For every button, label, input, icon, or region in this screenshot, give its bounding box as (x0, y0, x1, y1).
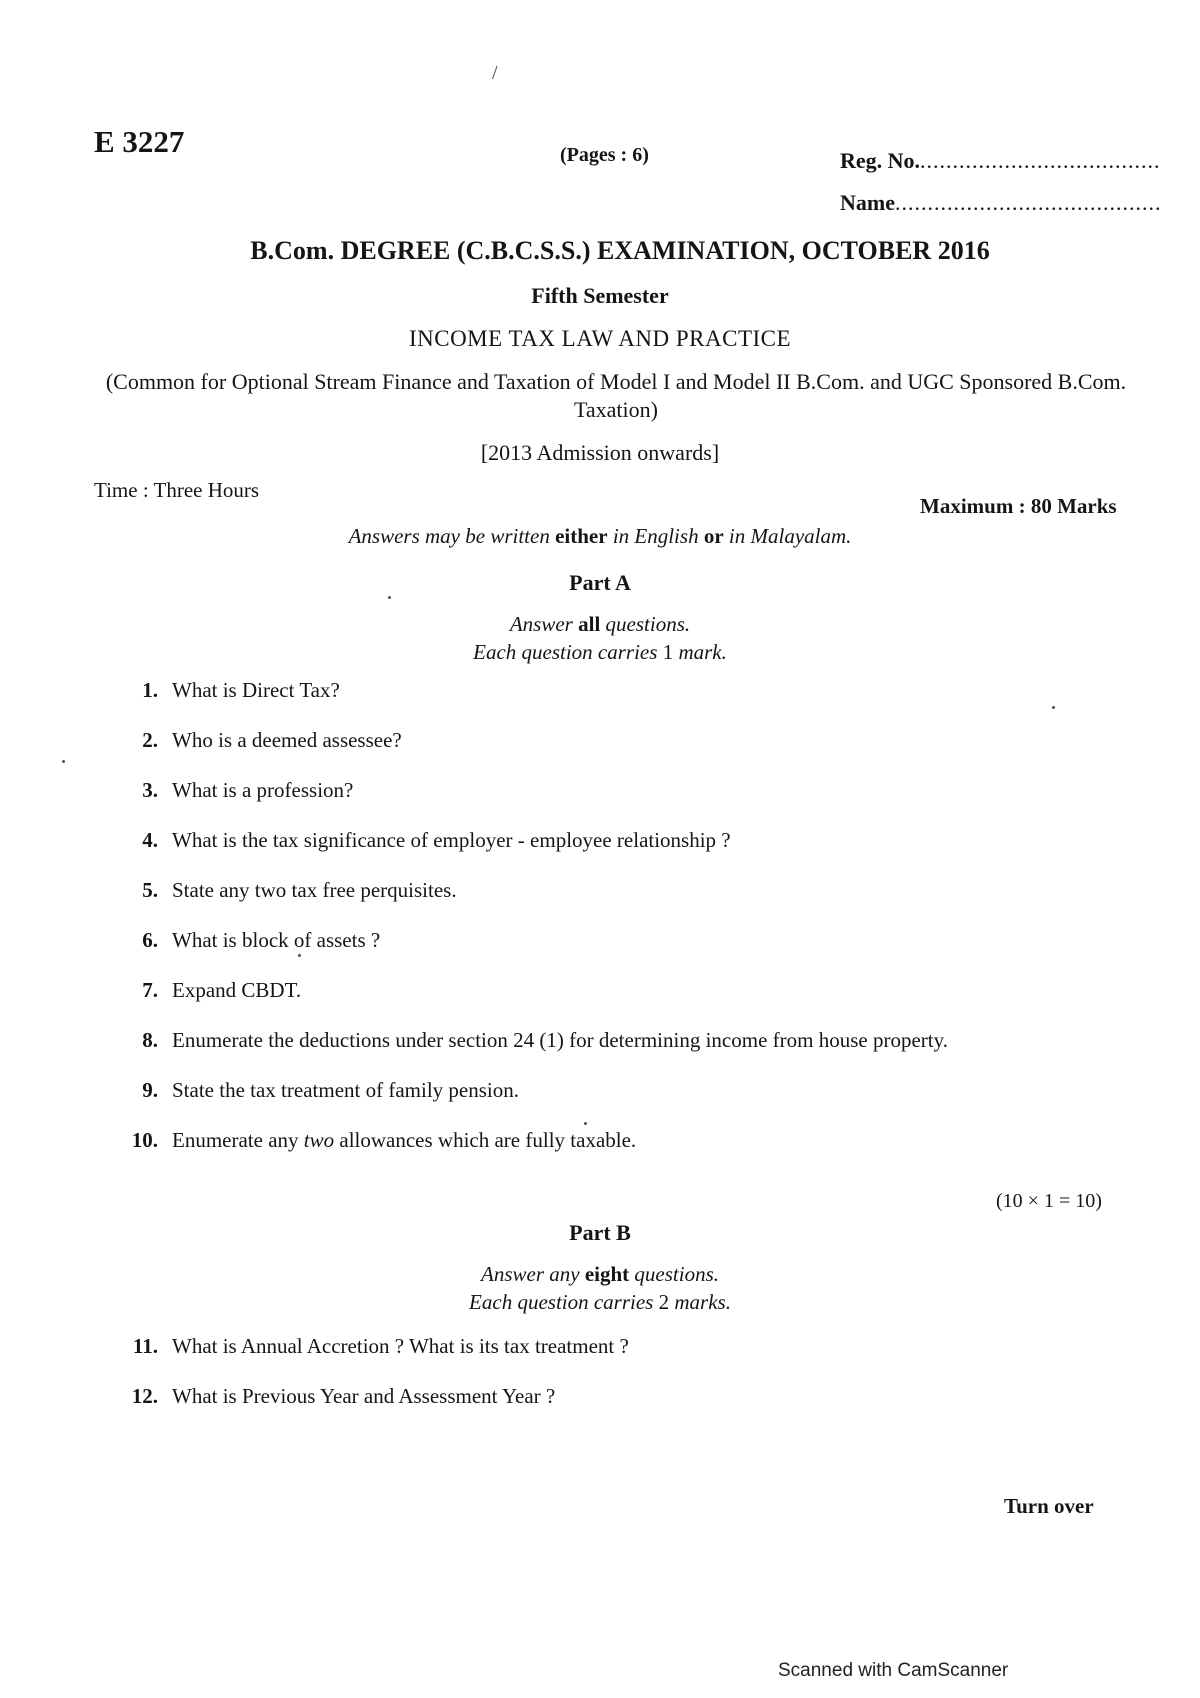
admission: [2013 Admission onwards] (480, 440, 720, 465)
part-a-instr1-c: questions. (600, 612, 691, 636)
part-b-instr1-c: questions. (629, 1262, 719, 1286)
part-b-instr2-b: 2 (658, 1290, 670, 1314)
question-text-emphasis: two (303, 1128, 335, 1152)
question-text: What is Previous Year and Assessment Year ? (172, 1384, 556, 1408)
scan-speck (298, 954, 301, 957)
part-b-instruction-1 (0, 1262, 1200, 1287)
question-item (110, 1028, 948, 1053)
name-label: Name (840, 190, 895, 215)
question-item (110, 678, 340, 703)
question-number: 2. (142, 728, 158, 752)
question-item (110, 1384, 555, 1409)
question-number: 10. (131, 1128, 158, 1152)
part-a-instr1-a: Answer (509, 612, 579, 636)
lang-note-part4: or (703, 524, 724, 548)
language-note (0, 524, 1200, 549)
exam-title: B.Com. DEGREE (C.B.C.S.S.) EXAMINATION, OCTOBER 2016 (250, 236, 990, 265)
question-text: Expand CBDT. (172, 978, 302, 1002)
scan-speck (584, 1122, 587, 1125)
semester: Fifth Semester (531, 283, 669, 308)
question-item (110, 1078, 519, 1103)
question-item (110, 978, 301, 1003)
part-a-instr2-b: 1 (662, 640, 674, 664)
maximum-marks: Maximum : 80 Marks (920, 494, 1117, 518)
question-number: 3. (142, 778, 158, 802)
part-b-instr2-c: marks. (669, 1290, 731, 1314)
question-number: 1. (142, 678, 158, 702)
question-text: What is the tax significance of employer - employee relationship ? (172, 828, 731, 852)
part-a-instr1-b: all (578, 612, 601, 636)
question-item (110, 1128, 636, 1153)
question-item (110, 828, 731, 853)
question-number: 12. (131, 1384, 158, 1408)
question-item (110, 1334, 629, 1359)
question-text: State the tax treatment of family pension. (172, 1078, 519, 1102)
scan-speck (62, 760, 65, 763)
reg-no-field: Reg. No...................................... (840, 148, 1161, 173)
lang-note-part2: either (555, 524, 608, 548)
part-b-instr1-b: eight (584, 1262, 630, 1286)
question-text: allowances which are fully taxable. (334, 1128, 637, 1152)
question-number: 4. (142, 828, 158, 852)
question-number: 5. (142, 878, 158, 902)
part-b-title: Part B (569, 1220, 631, 1245)
question-text: What is block of assets ? (172, 928, 381, 952)
scan-mark: / (492, 62, 498, 84)
question-text: What is a profession? (172, 778, 354, 802)
question-number: 8. (142, 1028, 158, 1052)
part-a-title: Part A (569, 570, 631, 595)
name-field: Name......................................... (840, 190, 1162, 215)
question-number: 7. (142, 978, 158, 1002)
part-a-marks: (10 × 1 = 10) (996, 1190, 1102, 1212)
part-a-instr2-a: Each question carries (473, 640, 663, 664)
turn-over: Turn over (1004, 1494, 1094, 1518)
scan-speck (1052, 706, 1055, 709)
question-item (110, 928, 380, 953)
lang-note-part5: in Malayalam. (723, 524, 852, 548)
question-number: 9. (142, 1078, 158, 1102)
question-number: 6. (142, 928, 158, 952)
part-a-instruction-1 (0, 612, 1200, 637)
question-text: Enumerate the deductions under section 24 (1) for determining income from house property. (172, 1028, 948, 1052)
scan-speck (388, 596, 391, 599)
part-b-instruction-2 (0, 1290, 1200, 1315)
part-a-instruction-2 (0, 640, 1200, 665)
question-text: What is Direct Tax? (172, 678, 340, 702)
subject: INCOME TAX LAW AND PRACTICE (408, 326, 792, 351)
part-a-instr2-c: mark. (673, 640, 727, 664)
reg-no-label: Reg. No. (840, 148, 921, 173)
question-number: 11. (132, 1334, 158, 1358)
question-text: What is Annual Accretion ? What is its tax treatment ? (172, 1334, 629, 1358)
page-count: (Pages : 6) (560, 144, 649, 166)
part-b-instr2-a: Each question carries (469, 1290, 659, 1314)
question-text: State any two tax free perquisites. (172, 878, 457, 902)
question-item (110, 728, 402, 753)
lang-note-part3: in English (607, 524, 704, 548)
question-text: Enumerate any (172, 1128, 304, 1152)
time-allowed: Time : Three Hours (94, 478, 260, 502)
question-item (110, 778, 353, 803)
part-b-instr1-a: Answer any (481, 1262, 585, 1286)
paper-code: E 3227 (94, 124, 185, 159)
scanner-watermark: Scanned with CamScanner (778, 1660, 1009, 1681)
question-text: Who is a deemed assessee? (172, 728, 402, 752)
common-note: (Common for Optional Stream Finance and Taxation of Model I and Model II B.Com. and UGC Sponsored B.Com. Taxation) (105, 369, 1127, 422)
lang-note-part1: Answers may be written (348, 524, 556, 548)
question-item (110, 878, 457, 903)
